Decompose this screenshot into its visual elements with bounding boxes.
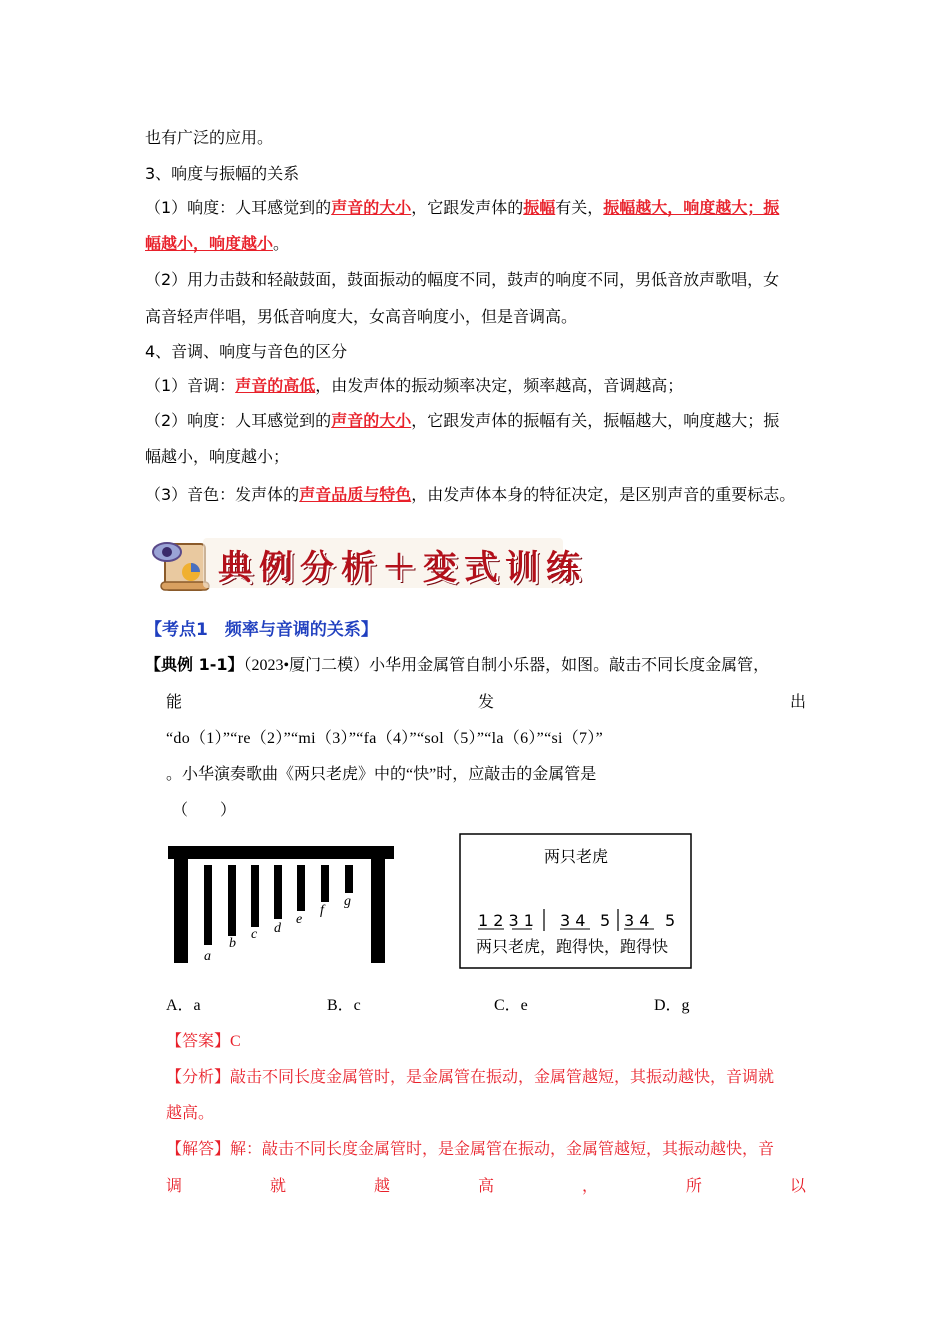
section-3-item-2: （2）用力击鼓和轻敲鼓面，鼓面振动的幅度不同，鼓声的响度不同，男低音放声歌唱，女: [145, 270, 780, 289]
text: （2）响度：人耳感觉到的: [145, 411, 332, 430]
word: 调: [166, 1176, 183, 1195]
metal-tubes-figure: [166, 843, 396, 968]
solution-tag: 【解答】: [166, 1139, 231, 1158]
text: （1）响度：人耳感觉到的: [145, 198, 332, 217]
example-line-2: [166, 692, 806, 712]
intro-end-text: 也有广泛的应用。: [145, 128, 274, 147]
option-b[interactable]: B．c: [327, 997, 361, 1014]
text: ，它跟发声体的: [411, 198, 524, 217]
word: 以: [789, 1176, 806, 1195]
example-line-1: [145, 655, 769, 676]
answer-value: C: [230, 1033, 241, 1050]
example-line-3: “do（1）”“re（2）”“mi（3）”“fa（4）”“sol（5）”“la（6）”“si（7）”: [166, 730, 604, 747]
tube-label-e: e: [296, 912, 303, 927]
song-notes-4: 3 4: [624, 911, 650, 930]
highlight-rule: 振幅越大，响度越大；振: [603, 198, 780, 217]
text: 有关，: [555, 198, 604, 217]
section-4-title: 4、音调、响度与音色的区分: [145, 342, 348, 361]
song-title: 两只老虎: [543, 847, 609, 866]
text: ，由发声体本身的特征决定，是区别声音的重要标志。: [411, 485, 796, 504]
highlight-sound-size: 声音的大小: [331, 411, 412, 430]
text: （2023•厦门二模）小华用金属管自制小乐器，如图。敲击不同长度金属管，: [243, 657, 770, 674]
tube-label-f: f: [320, 903, 324, 918]
section-4-item-3: [145, 485, 795, 505]
example-blank: （ ）: [172, 802, 237, 819]
analysis-line-2: 越高。: [166, 1103, 215, 1122]
example-tag: 【典例 1-1】: [145, 655, 244, 674]
song-notes-5: 5: [665, 911, 676, 930]
example-line-4: 。小华演奏歌曲《两只老虎》中的“快”时，应敲击的金属管是: [166, 766, 597, 783]
section-4-item-2-cont: 幅越小，响度越小；: [145, 447, 290, 466]
option-d[interactable]: D．g: [654, 997, 690, 1014]
song-notes-3: 5: [600, 911, 611, 930]
word: 出: [789, 692, 806, 711]
word: 就: [269, 1176, 286, 1195]
section-4-item-1: [145, 376, 683, 396]
text: （3）音色：发声体的: [145, 485, 300, 504]
word: 越: [373, 1176, 390, 1195]
tube-label-d: d: [274, 921, 281, 936]
section-4-item-2: [145, 411, 779, 431]
song-lyrics: 两只老虎，跑得快，跑得快: [476, 937, 669, 956]
word: 发: [477, 692, 494, 711]
tube-label-c: c: [251, 927, 258, 942]
word: 所: [685, 1176, 702, 1195]
tube-label-b: b: [229, 936, 236, 951]
word: ，: [581, 1176, 598, 1195]
section-3-item-1: [145, 198, 779, 218]
text: （1）音调：: [145, 376, 236, 395]
answer-tag: 【答案】: [166, 1031, 231, 1050]
solution-line-2: [166, 1176, 806, 1196]
text: 解：敲击不同长度金属管时，是金属管在振动，金属管越短，其振动越快，音: [230, 1139, 775, 1158]
song-notation-figure: [458, 832, 694, 972]
section-3-item-2-cont: 高音轻声伴唱，男低音响度大，女高音响度小，但是音调高。: [145, 307, 578, 326]
section-3-title: 3、响度与振幅的关系: [145, 164, 300, 183]
word: 能: [166, 692, 183, 711]
kaodian-heading: 【考点1 频率与音调的关系】: [145, 620, 378, 640]
answer-line: [166, 1031, 241, 1052]
analysis-line-1: [166, 1067, 774, 1087]
option-c[interactable]: C．e: [494, 997, 528, 1014]
highlight-rule-cont: 幅越小，响度越小: [145, 234, 274, 253]
analysis-tag: 【分析】: [166, 1067, 231, 1086]
highlight-sound-size: 声音的大小: [331, 198, 412, 217]
tube-label-g: g: [344, 894, 351, 909]
text: ，由发声体的振动频率决定，频率越高，音调越高；: [315, 376, 684, 395]
highlight-amplitude: 振幅: [523, 198, 556, 217]
word: 高: [477, 1176, 494, 1195]
highlight-pitch: 声音的高低: [235, 376, 316, 395]
option-a[interactable]: A．a: [166, 997, 201, 1014]
song-notes-2: 3 4: [560, 911, 586, 930]
solution-line-1: [166, 1139, 774, 1159]
section-3-item-1-cont: [145, 234, 289, 254]
song-notes-1: 1 2 3 1: [478, 911, 534, 930]
text: 。: [273, 234, 290, 253]
highlight-timbre: 声音品质与特色: [299, 485, 412, 504]
tube-label-a: a: [204, 949, 211, 964]
text: 敲击不同长度金属管时，是金属管在振动，金属管越短，其振动越快，音调就: [230, 1067, 775, 1086]
banner-title: 典例分析＋变式训练: [218, 548, 587, 588]
text: ，它跟发声体的振幅有关，振幅越大，响度越大；振: [411, 411, 780, 430]
